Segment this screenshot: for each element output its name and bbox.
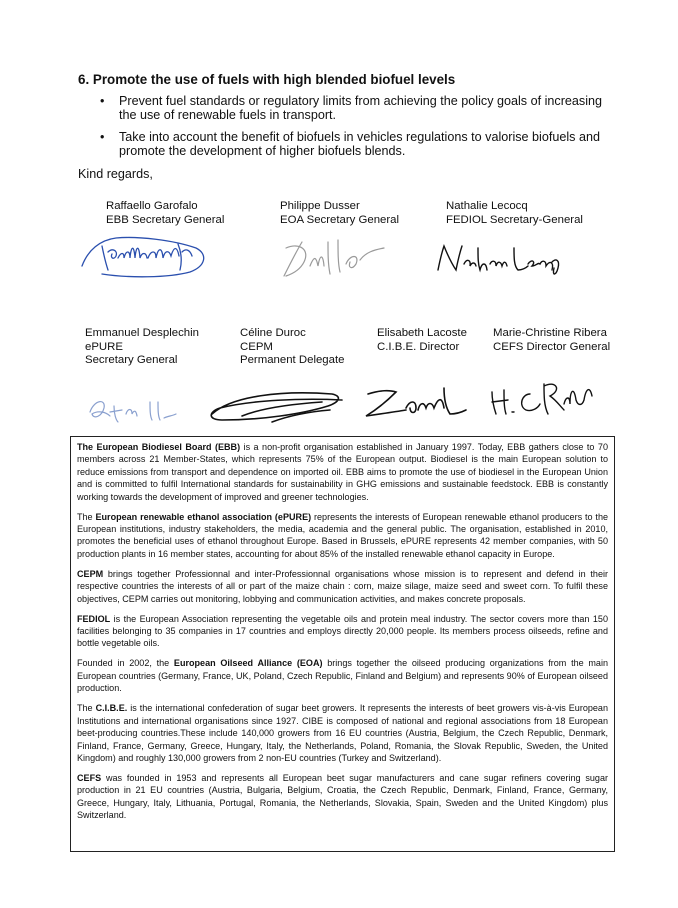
signature-ribera-image	[486, 376, 596, 420]
ebb-paragraph	[77, 441, 608, 503]
signatory-name: Marie-Christine Ribera	[493, 327, 607, 339]
signatory-title: Secretary General	[85, 354, 178, 366]
signatory-title: EOA Secretary General	[280, 213, 400, 226]
signature-lecocq-image	[434, 240, 574, 280]
cibe-name: C.I.B.E.	[95, 703, 128, 714]
cefs-paragraph	[77, 772, 608, 822]
signatory-title: C.I.B.E. Director	[377, 340, 460, 353]
epure-name: European renewable ethanol association (ePURE)	[95, 511, 312, 522]
signatory-desplechin	[85, 327, 199, 368]
signatory-garofalo	[106, 200, 224, 227]
signatory-name: Philippe Dusser	[280, 200, 360, 212]
bullet-item: • Prevent fuel standards or regulatory limits from achieving the policy goals of increasing the use of renewable fuels in transport.	[100, 94, 620, 122]
signatory-title: FEDIOL Secretary-General	[446, 213, 583, 226]
eoa-name: European Oilseed Alliance (EOA)	[173, 658, 323, 669]
cefs-text: was founded in 1953 and represents all European beet sugar manufacturers and cane sugar refiners covering sugar production in 21 EU countries (Austria, Bulgaria, Belgium, Croatia, the Czech Republic, Denmark, Finland, France, Germany, Greece, Hungary, Italy, Lithuania, Portugal, Romania, the Netherlands, Slovakia, Spain, Sweden and the United Kingdom) plus Switzerland.	[77, 772, 608, 821]
signatory-lacoste	[377, 327, 467, 354]
signatory-title: EBB Secretary General	[106, 213, 225, 226]
cibe-pre: The	[77, 703, 96, 714]
signatory-lecocq	[446, 200, 583, 227]
cefs-name: CEFS	[77, 772, 102, 783]
fediol-name: FEDIOL	[77, 613, 111, 624]
signatory-org: CEPM	[240, 340, 273, 353]
cepm-name: CEPM	[77, 568, 104, 579]
ebb-text: is a non-profit organisation established in January 1997. Today, EBB gathers close to 70 members across 21 Member-States, which represents 75% of the European output. Biodiesel is the main European solution to reduce emissions from transport and dependence on imported oil. EBB aims to promote the use of biodiesel in the European Union and is committed to fulfil International standards for sustainability in GHG emissions and sustainable feedstock. EBB is constantly working towards the development of improved and greener technologies.	[77, 442, 608, 502]
bullet-item: • Take into account the benefit of biofuels in vehicles regulations to valorise biofuels and promote the development of higher biofuels blends.	[100, 130, 620, 158]
cibe-paragraph	[77, 702, 608, 764]
signatory-title: CEFS Director General	[493, 340, 611, 353]
fediol-text: is the European Association representing the vegetable oils and protein meal industry. The sector covers more than 150 facilities belonging to 35 companies in 17 countries and employs directly 20,000 people. Its members process oilseeds, refine and bottle vegetable oils.	[77, 613, 608, 649]
signatory-dusser	[280, 200, 399, 227]
signatory-title: Permanent Delegate	[240, 354, 345, 366]
signatory-name: Emmanuel Desplechin	[85, 327, 199, 339]
ebb-name: The European Biodiesel Board (EBB)	[77, 442, 241, 452]
signature-garofalo-image	[78, 228, 213, 283]
eoa-paragraph	[77, 657, 608, 694]
signature-dusser-image	[280, 236, 390, 281]
fediol-paragraph	[77, 613, 608, 650]
bullet-list	[100, 94, 620, 166]
cibe-text: is the international confederation of sugar beet growers. It represents the interests of beet growers vis-à-vis European Institutions and international organisations since 1927. CIBE is composed of national and regional associations from 18 European beet-producing countries.These include 140,000 growers from 16 EU countries (Austria, Belgium, the Czech Republic, Denmark, Finland, France, Germany, Greece, Hungary, Italy, the Netherlands, Poland, Romania, the Slovak Republic, Sweden, the United Kingdom) and roughly 130,000 growers from 2 non-EU countries (Turkey and Switzerland).	[77, 703, 608, 763]
signatory-ribera	[493, 327, 610, 354]
signatory-name: Raffaello Garofalo	[106, 200, 198, 212]
signature-desplechin-image	[84, 392, 184, 426]
closing-text: Kind regards,	[78, 167, 153, 181]
eoa-text: brings together the oilseed producing organizations from the main European countries (Germany, France, UK, Poland, Czech Republic, Finland and Belgium) and represents 90% of European oilseed production.	[77, 658, 608, 694]
signature-duroc-image	[202, 386, 352, 432]
organisations-info-box	[70, 436, 615, 852]
signature-lacoste-image	[360, 384, 470, 424]
epure-pre: The	[77, 511, 96, 522]
cepm-paragraph	[77, 568, 608, 605]
eoa-pre: Founded in 2002, the	[77, 658, 174, 669]
section-heading: 6. Promote the use of fuels with high blended biofuel levels	[78, 72, 456, 87]
cepm-text: brings together Professionnal and inter-Professionnal organisations whose mission is to represent and defend in their respective countries the interests of all or part of the maize chain : corn, maize silage, maize seed and sweet corn. To fulfil these objectives, CEPM carries out monitoring, lobbying and communication activities, and makes concrete proposals.	[77, 568, 608, 604]
signatory-name: Nathalie Lecocq	[446, 200, 528, 212]
signatory-name: Céline Duroc	[240, 327, 306, 339]
signatory-name: Elisabeth Lacoste	[377, 327, 467, 339]
epure-text: represents the interests of European renewable ethanol producers to the European institutions, industry stakeholders, the media, academia and the general public. The organisation, established in 2010, promotes the beneficial uses of ethanol throughout Europe. Based in Brussels, ePURE represents 42 member companies, with 50 production plants in 16 member states, accounting for about 85% of the installed renewable ethanol capacity in Europe.	[77, 511, 609, 559]
signatory-org: ePURE	[85, 340, 123, 353]
epure-paragraph	[77, 511, 608, 561]
signatory-duroc	[240, 327, 344, 368]
